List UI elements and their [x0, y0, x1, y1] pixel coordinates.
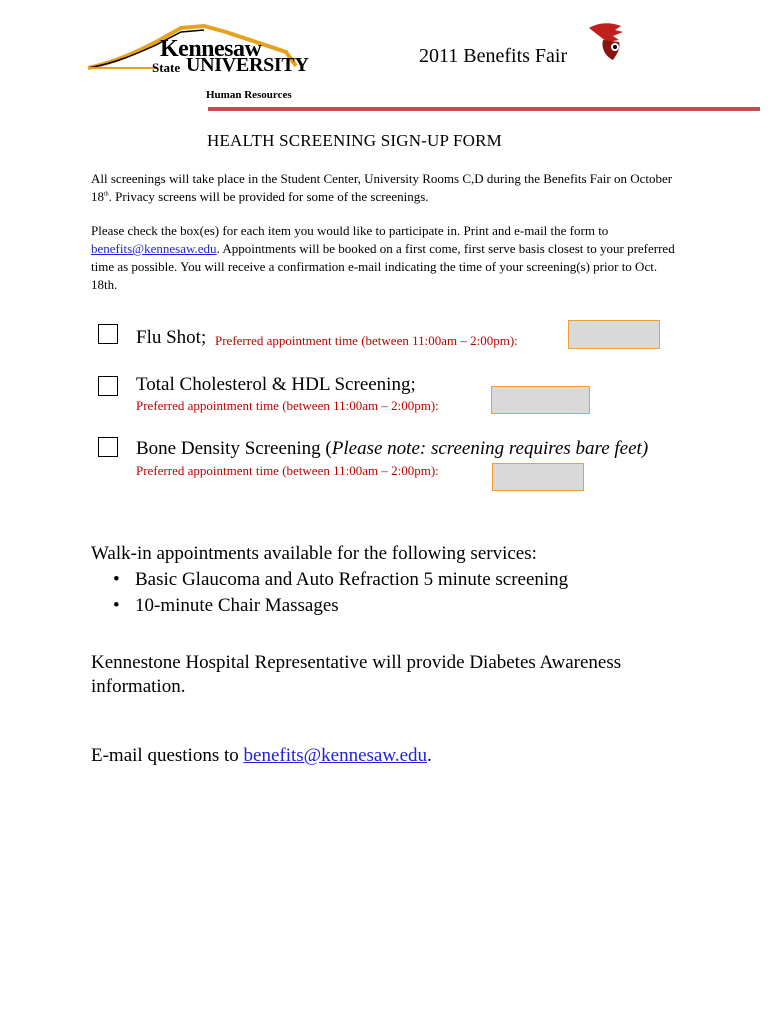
bullet-icon: •: [113, 569, 120, 590]
bone-density-label-text: Bone Density Screening (: [136, 438, 332, 459]
contact-email-link[interactable]: benefits@kennesaw.edu: [243, 745, 428, 766]
diabetes-note-line1: Kennestone Hospital Representative will provide Diabetes Awareness: [91, 652, 622, 673]
bone-density-preferred-time-label: Preferred appointment time (between 11:00am – 2:00pm):: [136, 463, 439, 478]
bullet-icon: •: [113, 595, 120, 616]
instructions-text: Please check the box(es) for each item you would like to participate in. Print and e-mail the form to: [91, 223, 609, 238]
cholesterol-preferred-time-label: Preferred appointment time (between 11:00am – 2:00pm):: [136, 398, 439, 413]
service-massage: 10-minute Chair Massages: [135, 595, 339, 616]
contact-prefix: E-mail questions to: [91, 745, 244, 766]
list-item: [113, 595, 339, 617]
benefits-email-link[interactable]: benefits@kennesaw.edu: [91, 241, 217, 256]
contact-line: [91, 745, 432, 767]
cholesterol-time-field[interactable]: [491, 386, 590, 414]
event-title: 2011 Benefits Fair: [419, 45, 568, 67]
intro-paragraph: [91, 170, 681, 206]
diabetes-note-line2: information.: [91, 676, 186, 697]
flu-shot-checkbox[interactable]: [98, 324, 118, 344]
cholesterol-checkbox[interactable]: [98, 376, 118, 396]
flu-shot-preferred-time-label: Preferred appointment time (between 11:00am – 2:00pm):: [215, 333, 518, 348]
contact-suffix: .: [427, 745, 432, 766]
owl-mascot-icon: [585, 20, 629, 64]
list-item: [113, 569, 568, 591]
logo-kennesaw-text: Kennesaw: [160, 36, 262, 62]
instructions-paragraph: [91, 222, 681, 294]
intro-text-continued: . Privacy screens will be provided for some of the screenings.: [108, 189, 429, 204]
logo-state-text: State: [152, 60, 181, 75]
form-title: HEALTH SCREENING SIGN-UP FORM: [207, 131, 502, 150]
bone-density-checkbox[interactable]: [98, 437, 118, 457]
cholesterol-label: Total Cholesterol & HDL Screening;: [136, 374, 416, 395]
flu-shot-label: Flu Shot;: [136, 327, 207, 348]
bone-density-note: Please note: screening requires bare feet): [331, 438, 649, 459]
intro-text: All screenings will take place in the Student Center, University Rooms C,D during the Benefits Fair on October 18: [91, 171, 673, 204]
walkin-heading: Walk-in appointments available for the following services:: [91, 543, 537, 564]
header-divider: [208, 107, 760, 111]
instructions-text-continued: . Appointments will be booked on a first come, first serve basis closest to your preferred time as possible. You will receive a confirmation e-mail indicating the time of your screening(s) prior to Oct. 18th.: [91, 241, 675, 292]
logo-university-text: UNIVERSITY: [186, 54, 309, 76]
intro-superscript: th: [104, 191, 109, 198]
department-name: Human Resources: [206, 89, 292, 101]
service-glaucoma: Basic Glaucoma and Auto Refraction 5 minute screening: [135, 569, 569, 590]
flu-shot-time-field[interactable]: [568, 320, 660, 349]
bone-density-label: [136, 438, 648, 460]
bone-density-time-field[interactable]: [492, 463, 584, 491]
